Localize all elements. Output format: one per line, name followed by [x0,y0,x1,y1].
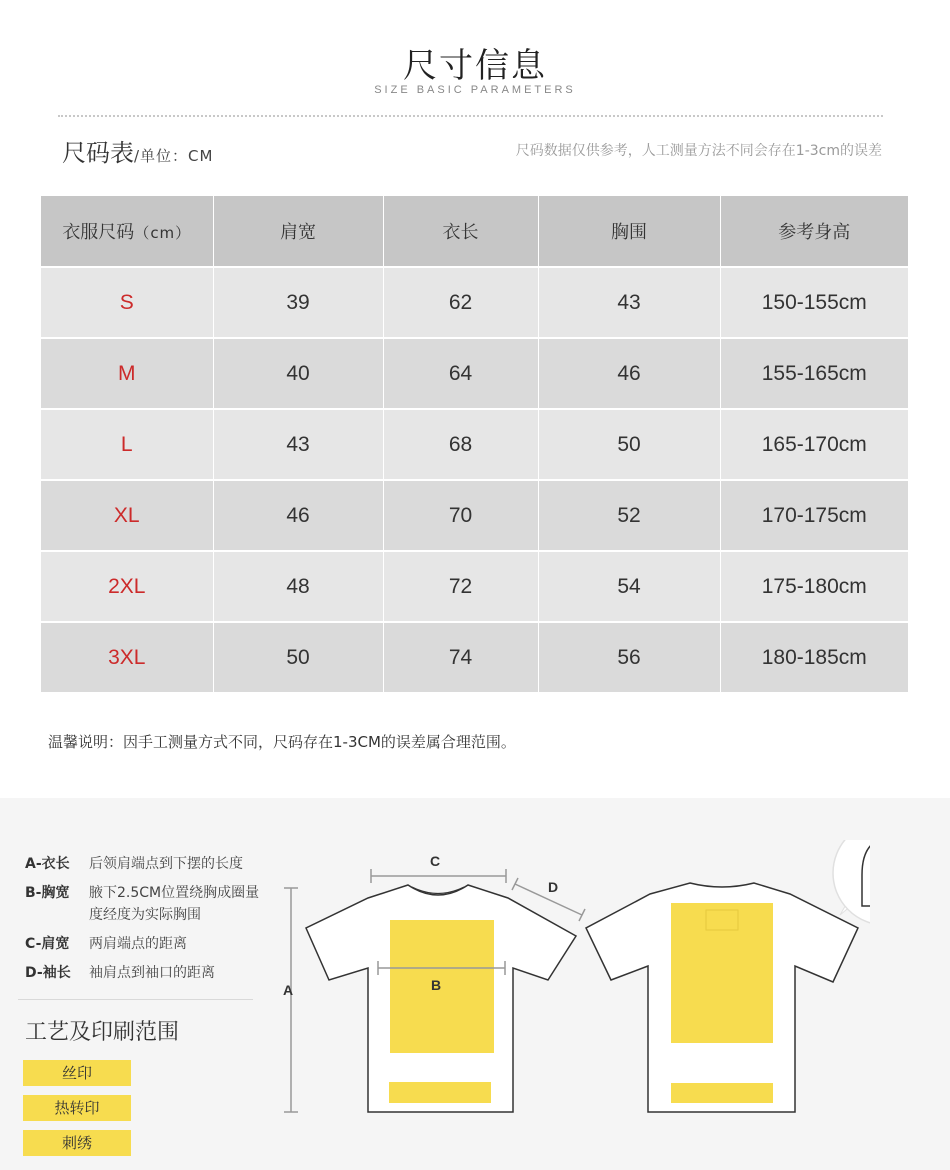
cell-size: XL [41,480,213,551]
legend-key: B-胸宽 [25,885,70,901]
cell-size: L [41,409,213,480]
table-row [41,338,908,409]
cell-height: 180-185cm [720,622,908,693]
cell-size: S [41,267,213,338]
cell-size: 3XL [41,622,213,693]
cell-height: 155-165cm [720,338,908,409]
craft-tag-embroidery: 刺绣 [23,1130,131,1156]
cell-height: 170-175cm [720,480,908,551]
cell-length: 74 [383,622,538,693]
legend-divider [18,999,253,1000]
legend-key: C-肩宽 [25,936,70,952]
dimension-b-label: B [431,977,442,993]
table-row [41,622,908,693]
dimension-d-label: D [548,879,559,895]
cell-size: 2XL [41,551,213,622]
size-chart-heading [62,133,213,168]
size-table [41,196,908,694]
cell-shoulder: 46 [213,480,383,551]
legend-key: D-袖长 [25,965,71,981]
legend-value: 腋下2.5CM位置绕胸成圈量度经度为实际胸围 [89,885,260,923]
cell-chest: 46 [538,338,720,409]
col-header-shoulder: 肩宽 [213,196,383,267]
size-chart-unit: /单位：CM [134,147,214,165]
cell-chest: 54 [538,551,720,622]
cell-length: 64 [383,338,538,409]
cell-length: 62 [383,267,538,338]
craft-tag-heat-transfer: 热转印 [23,1095,131,1121]
col-header-size [41,196,213,267]
table-row [41,409,908,480]
back-print-area [671,903,773,1043]
cell-chest: 50 [538,409,720,480]
col-header-height: 参考身高 [720,196,908,267]
col-header-chest: 胸围 [538,196,720,267]
dimension-c-label: C [430,853,441,869]
back-hem-print-area [671,1083,773,1103]
size-chart-note: 尺码数据仅供参考，人工测量方法不同会存在1-3cm的误差 [515,143,882,159]
cell-length: 70 [383,480,538,551]
cell-height: 150-155cm [720,267,908,338]
cell-shoulder: 43 [213,409,383,480]
legend-key: A-衣长 [25,856,70,872]
cell-length: 68 [383,409,538,480]
cell-shoulder: 48 [213,551,383,622]
dimension-a-line [284,888,298,1112]
measurement-legend [25,853,265,991]
legend-value: 两肩端点的距离 [89,936,187,952]
table-row [41,480,908,551]
table-header-row [41,196,908,267]
cell-shoulder: 40 [213,338,383,409]
front-chest-print-area [390,920,494,1053]
legend-item-d [25,962,265,984]
dimension-a-label: A [283,982,294,998]
legend-item-a [25,853,265,875]
table-row [41,551,908,622]
table-row [41,267,908,338]
front-hem-print-area [389,1082,491,1103]
cell-height: 175-180cm [720,551,908,622]
cell-height: 165-170cm [720,409,908,480]
legend-item-c [25,933,265,955]
cell-shoulder: 39 [213,267,383,338]
cell-size: M [41,338,213,409]
legend-value: 后领肩端点到下摆的长度 [89,856,243,872]
cell-chest: 52 [538,480,720,551]
col-header-size-unit: （cm） [134,224,192,242]
measurement-tip: 温馨说明：因手工测量方式不同，尺码存在1-3CM的误差属合理范围。 [48,733,516,751]
dimension-c-line [371,869,506,883]
legend-item-b [25,882,265,926]
col-header-length: 衣长 [383,196,538,267]
dotted-divider [58,115,883,117]
page-title: 尺寸信息 [403,46,547,86]
page-subtitle: SIZE BASIC PARAMETERS [374,84,576,96]
craft-tag-silkscreen: 丝印 [23,1060,131,1086]
cell-chest: 43 [538,267,720,338]
cell-chest: 56 [538,622,720,693]
craft-title: 工艺及印刷范围 [25,1020,180,1045]
tshirt-diagram [270,840,870,1130]
cell-length: 72 [383,551,538,622]
cell-shoulder: 50 [213,622,383,693]
size-chart-title: 尺码表 [62,139,134,167]
col-header-size-label: 衣服尺码 [62,222,135,243]
collar-zoom-bubble [833,840,870,925]
legend-value: 袖肩点到袖口的距离 [89,965,215,981]
